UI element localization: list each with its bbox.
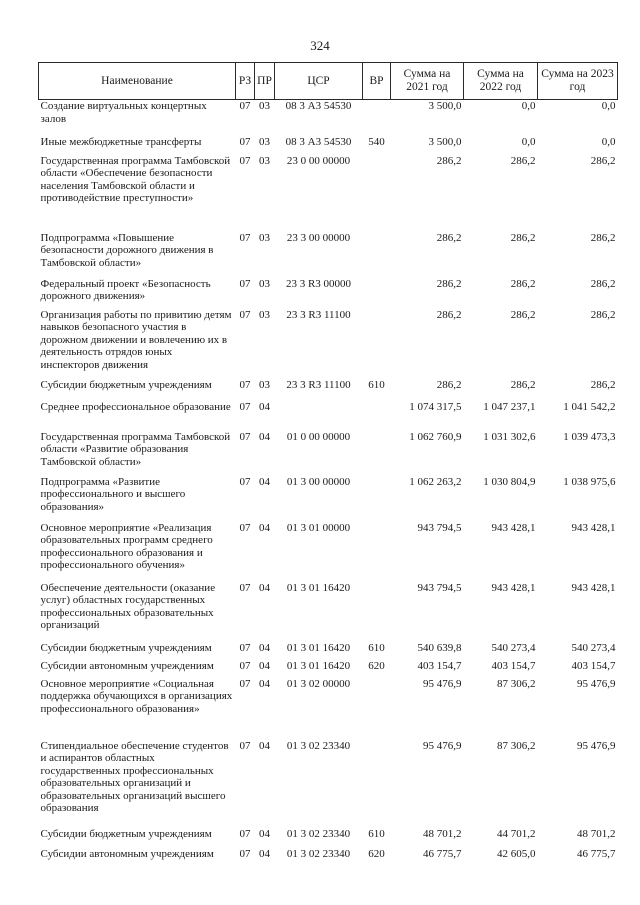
row-sum-2023: 0,0 <box>601 135 616 148</box>
row-pr: 03 <box>259 277 270 290</box>
row-name: Государственная программа Тамбовской области «Обеспечение безопасности населения Тамбовской области и противодействие преступности» <box>40 154 231 204</box>
header-name: Наименование <box>39 63 236 100</box>
row-sum-2022: 286,2 <box>510 277 536 290</box>
row-vr: 610 <box>368 641 385 654</box>
row-sum-2021: 540 639,8 <box>417 641 462 654</box>
table-header-row <box>39 63 618 100</box>
row-sum-2023: 1 041 542,2 <box>563 400 616 413</box>
table-row <box>39 678 618 740</box>
row-rz: 07 <box>239 475 251 488</box>
header-rz: РЗ <box>236 63 255 100</box>
row-sum-2021: 286,2 <box>436 308 462 321</box>
row-csr: 23 3 R3 00000 <box>285 277 352 290</box>
row-name: Подпрограмма «Повышение безопасности дорожного движения в Тамбовской области» <box>40 231 214 269</box>
row-pr: 04 <box>259 400 270 413</box>
row-sum-2021: 943 794,5 <box>417 521 462 534</box>
row-sum-2023: 540 273,4 <box>571 641 616 654</box>
row-vr <box>363 232 391 278</box>
row-vr <box>363 522 391 582</box>
row-sum-2022: 0,0 <box>521 135 536 148</box>
row-vr <box>363 100 391 136</box>
row-rz: 07 <box>239 659 251 672</box>
row-sum-2021: 48 701,2 <box>423 827 462 840</box>
row-pr: 04 <box>259 847 270 860</box>
row-name: Федеральный проект «Безопасность дорожного движения» <box>40 277 211 302</box>
row-sum-2021: 286,2 <box>436 378 462 391</box>
table-row <box>39 522 618 582</box>
header-csr: ЦСР <box>275 63 363 100</box>
table-row <box>39 278 618 309</box>
row-sum-2023: 286,2 <box>590 378 616 391</box>
row-csr: 23 3 R3 11100 <box>286 378 351 391</box>
row-csr: 01 3 02 23340 <box>286 739 351 752</box>
row-csr: 01 3 02 23340 <box>286 847 351 860</box>
table-row <box>39 232 618 278</box>
row-sum-2021: 3 500,0 <box>428 135 462 148</box>
row-sum-2021: 943 794,5 <box>417 581 462 594</box>
row-csr: 23 0 00 00000 <box>286 154 351 167</box>
row-sum-2023: 943 428,1 <box>571 581 616 594</box>
table-row <box>39 401 618 431</box>
row-sum-2023: 286,2 <box>590 308 616 321</box>
row-sum-2022: 286,2 <box>510 231 536 244</box>
row-vr <box>363 476 391 522</box>
table-row <box>39 642 618 660</box>
row-vr <box>363 431 391 476</box>
row-sum-2023: 48 701,2 <box>577 827 616 840</box>
row-sum-2023: 286,2 <box>590 277 616 290</box>
row-name: Создание виртуальных концертных залов <box>40 100 207 125</box>
header-pr: ПР <box>255 63 275 100</box>
row-rz: 07 <box>239 677 251 690</box>
row-csr: 01 3 01 16420 <box>286 659 351 672</box>
row-csr: 01 3 02 23340 <box>286 827 351 840</box>
row-name: Субсидии бюджетным учреждениям <box>40 827 212 840</box>
row-sum-2021: 95 476,9 <box>423 739 462 752</box>
row-sum-2023: 286,2 <box>590 231 616 244</box>
row-rz: 07 <box>239 641 251 654</box>
row-sum-2022: 943 428,1 <box>491 581 536 594</box>
row-vr: 540 <box>368 135 385 148</box>
row-sum-2022: 1 047 237,1 <box>483 400 536 413</box>
row-csr: 01 3 00 00000 <box>286 475 351 488</box>
row-sum-2022: 87 306,2 <box>497 677 536 690</box>
header-vr: ВР <box>363 63 391 100</box>
table-row <box>39 476 618 522</box>
table-row <box>39 379 618 401</box>
row-vr <box>363 582 391 642</box>
row-sum-2022: 286,2 <box>510 154 536 167</box>
row-rz: 07 <box>239 521 251 534</box>
row-sum-2022: 0,0 <box>521 100 536 112</box>
row-vr: 620 <box>368 659 385 672</box>
row-sum-2023: 0,0 <box>601 100 616 112</box>
row-sum-2021: 95 476,9 <box>423 677 462 690</box>
row-sum-2023: 95 476,9 <box>577 677 616 690</box>
row-rz: 07 <box>239 135 251 148</box>
row-pr: 04 <box>259 521 270 534</box>
row-csr: 01 3 02 00000 <box>286 677 351 690</box>
row-rz: 07 <box>239 581 251 594</box>
row-name: Основное мероприятие «Реализация образовательных программ среднего профессионального образования и профессионального обучения» <box>40 521 213 571</box>
row-name: Субсидии автономным учреждениям <box>40 659 214 672</box>
table-row <box>39 100 618 136</box>
row-sum-2023: 286,2 <box>590 154 616 167</box>
row-sum-2022: 943 428,1 <box>491 521 536 534</box>
row-sum-2022: 403 154,7 <box>491 659 536 672</box>
row-pr: 04 <box>259 677 270 690</box>
budget-table <box>38 62 618 866</box>
row-rz: 07 <box>239 400 251 413</box>
row-sum-2021: 1 074 317,5 <box>409 400 462 413</box>
table-row <box>39 848 618 866</box>
table-row <box>39 582 618 642</box>
row-rz: 07 <box>239 154 251 167</box>
row-name: Подпрограмма «Развитие профессионального и высшего образования» <box>40 475 186 513</box>
table-row <box>39 155 618 232</box>
row-vr <box>363 678 391 740</box>
row-vr: 620 <box>368 847 385 860</box>
row-pr: 03 <box>259 378 270 391</box>
row-csr: 01 3 01 16420 <box>286 641 351 654</box>
row-sum-2021: 286,2 <box>436 154 462 167</box>
row-sum-2021: 3 500,0 <box>428 100 462 112</box>
row-pr: 04 <box>259 430 270 443</box>
row-sum-2022: 286,2 <box>510 308 536 321</box>
table-row <box>39 828 618 848</box>
row-name: Субсидии автономным учреждениям <box>40 847 214 860</box>
row-pr: 04 <box>259 581 270 594</box>
row-csr: 23 3 00 00000 <box>286 231 351 244</box>
row-sum-2022: 42 605,0 <box>497 847 536 860</box>
row-sum-2022: 540 273,4 <box>491 641 536 654</box>
row-sum-2023: 95 476,9 <box>577 739 616 752</box>
row-vr <box>363 740 391 828</box>
row-name: Организация работы по привитию детям навыков безопасного участия в дорожном движении и вовлечению их в деятельность отрядов юных инспекторов движения <box>40 308 232 371</box>
row-name: Государственная программа Тамбовской области «Развитие образования Тамбовской области» <box>40 430 231 468</box>
table-row <box>39 136 618 155</box>
header-sum-2023: Сумма на 2023 год <box>538 63 618 100</box>
row-sum-2022: 1 030 804,9 <box>483 475 536 488</box>
row-sum-2021: 286,2 <box>436 231 462 244</box>
row-name: Субсидии бюджетным учреждениям <box>40 641 212 654</box>
row-pr: 04 <box>259 641 270 654</box>
row-vr <box>363 155 391 232</box>
header-sum-2021: Сумма на 2021 год <box>391 63 464 100</box>
row-sum-2021: 403 154,7 <box>417 659 462 672</box>
row-name: Иные межбюджетные трансферты <box>40 135 202 148</box>
row-sum-2023: 943 428,1 <box>571 521 616 534</box>
row-pr: 03 <box>259 135 270 148</box>
row-pr: 03 <box>259 308 270 321</box>
row-rz: 07 <box>239 100 251 112</box>
row-name: Стипендиальное обеспечение студентов и аспирантов областных государственных профессиональных образовательных организаций и образовательных организаций высшего образования <box>40 739 229 814</box>
row-pr: 04 <box>259 659 270 672</box>
table-row <box>39 309 618 379</box>
row-vr: 610 <box>368 378 385 391</box>
row-csr <box>275 401 363 431</box>
row-sum-2023: 1 038 975,6 <box>563 475 616 488</box>
row-pr: 03 <box>259 100 270 112</box>
row-rz: 07 <box>239 430 251 443</box>
row-pr: 03 <box>259 154 270 167</box>
row-vr: 610 <box>368 827 385 840</box>
table-row <box>39 660 618 678</box>
row-sum-2021: 1 062 263,2 <box>409 475 462 488</box>
row-rz: 07 <box>239 277 251 290</box>
row-csr: 01 3 01 16420 <box>286 581 351 594</box>
row-rz: 07 <box>239 739 251 752</box>
table-row <box>39 740 618 828</box>
row-csr: 23 3 R3 11100 <box>286 308 351 321</box>
row-sum-2021: 1 062 760,9 <box>409 430 462 443</box>
row-csr: 01 3 01 00000 <box>286 521 351 534</box>
row-sum-2023: 1 039 473,3 <box>563 430 616 443</box>
header-sum-2022: Сумма на 2022 год <box>464 63 538 100</box>
row-sum-2022: 87 306,2 <box>497 739 536 752</box>
row-sum-2022: 44 701,2 <box>497 827 536 840</box>
row-csr: 01 0 00 00000 <box>286 430 351 443</box>
page-number: 324 <box>310 38 330 53</box>
row-sum-2021: 286,2 <box>436 277 462 290</box>
row-sum-2023: 403 154,7 <box>571 659 616 672</box>
row-pr: 04 <box>259 475 270 488</box>
row-vr <box>363 278 391 309</box>
row-csr: 08 3 А3 54530 <box>285 100 352 112</box>
row-sum-2022: 286,2 <box>510 378 536 391</box>
row-pr: 04 <box>259 827 270 840</box>
row-name: Основное мероприятие «Социальная поддержка обучающихся в организациях профессионального образования» <box>40 677 233 715</box>
row-rz: 07 <box>239 378 251 391</box>
row-sum-2023: 46 775,7 <box>577 847 616 860</box>
row-sum-2022: 1 031 302,6 <box>483 430 536 443</box>
table-row <box>39 431 618 476</box>
row-csr: 08 3 А3 54530 <box>285 135 352 148</box>
row-name: Обеспечение деятельности (оказание услуг) областных государственных профессиональных образовательных организаций <box>40 581 216 631</box>
row-vr <box>363 401 391 431</box>
row-rz: 07 <box>239 308 251 321</box>
row-name: Субсидии бюджетным учреждениям <box>40 378 212 391</box>
row-rz: 07 <box>239 231 251 244</box>
row-sum-2021: 46 775,7 <box>423 847 462 860</box>
row-pr: 03 <box>259 231 270 244</box>
row-name: Среднее профессиональное образование <box>40 400 231 413</box>
row-rz: 07 <box>239 847 251 860</box>
row-vr <box>363 309 391 379</box>
row-pr: 04 <box>259 739 270 752</box>
row-rz: 07 <box>239 827 251 840</box>
